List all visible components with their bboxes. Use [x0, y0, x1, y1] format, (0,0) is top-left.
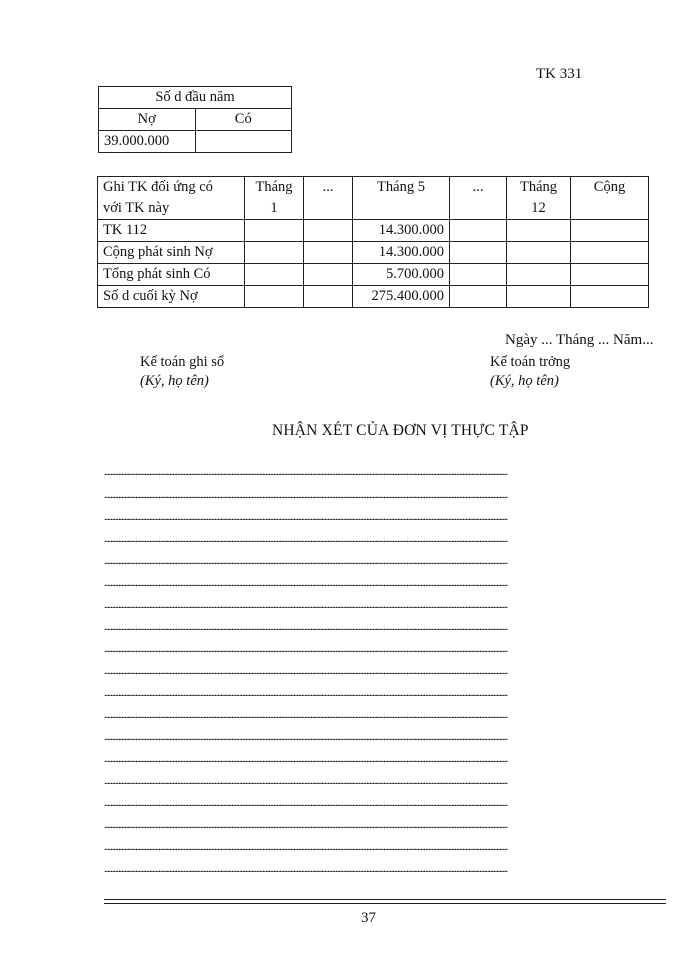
ledger-table: [97, 176, 649, 308]
ledger-header-month1: [245, 177, 304, 220]
dotted-line: ....................................................................................................................................................................................................................................................................: [104, 511, 508, 523]
table-row: [98, 242, 649, 264]
dotted-line: ....................................................................................................................................................................................................................................................................: [104, 775, 508, 787]
dotted-line: ....................................................................................................................................................................................................................................................................: [104, 533, 508, 545]
credit-value: [195, 131, 292, 153]
dotted-line: ....................................................................................................................................................................................................................................................................: [104, 466, 508, 478]
signature-right-note: (Ký, họ tên): [490, 373, 559, 389]
ledger-header-month12: [507, 177, 571, 220]
header-text: 12: [531, 200, 546, 216]
row-month5-value: 275.400.000: [353, 286, 450, 308]
row-month5-value: 14.300.000: [353, 242, 450, 264]
dotted-line: ....................................................................................................................................................................................................................................................................: [104, 753, 508, 765]
opening-balance-header: Số d đầu năm: [99, 87, 292, 109]
ledger-header-total: Cộng: [571, 177, 649, 220]
opening-balance-table: [98, 86, 292, 153]
dotted-line: ....................................................................................................................................................................................................................................................................: [104, 797, 508, 809]
table-row: [98, 286, 649, 308]
dotted-line: ....................................................................................................................................................................................................................................................................: [104, 819, 508, 831]
signature-right-title: Kế toán trởng: [490, 354, 571, 370]
header-text: Tháng: [255, 179, 293, 195]
comments-heading: NHẬN XÉT CỦA ĐƠN VỊ THỰC TẬP: [272, 422, 529, 439]
signature-right: [490, 354, 570, 390]
table-row: [98, 220, 649, 242]
ledger-header-row: [98, 177, 649, 220]
dotted-line: ....................................................................................................................................................................................................................................................................: [104, 863, 508, 875]
dotted-line: ....................................................................................................................................................................................................................................................................: [104, 841, 508, 853]
dotted-line: ....................................................................................................................................................................................................................................................................: [104, 709, 508, 721]
debit-value: 39.000.000: [99, 131, 196, 153]
header-text: Ghi TK đối ứng có: [103, 179, 213, 195]
ledger-header-ellipsis-2: ...: [450, 177, 507, 220]
footer-rule: [104, 899, 666, 900]
row-label: Tổng phát sinh Có: [98, 264, 245, 286]
row-month5-value: 5.700.000: [353, 264, 450, 286]
header-text: 1: [270, 200, 278, 216]
ledger-header-account: [98, 177, 245, 220]
row-month5-value: 14.300.000: [353, 220, 450, 242]
ledger-header-month5: Tháng 5: [353, 177, 450, 220]
dotted-line: ....................................................................................................................................................................................................................................................................: [104, 555, 508, 567]
row-label: Cộng phát sinh Nợ: [98, 242, 245, 264]
footer-rule-thin: [104, 903, 666, 904]
dotted-line: ....................................................................................................................................................................................................................................................................: [104, 599, 508, 611]
dotted-line: ....................................................................................................................................................................................................................................................................: [104, 687, 508, 699]
header-text: Tháng: [519, 179, 558, 195]
dotted-line: ....................................................................................................................................................................................................................................................................: [104, 643, 508, 655]
row-label: TK 112: [98, 220, 245, 242]
dotted-line: ....................................................................................................................................................................................................................................................................: [104, 665, 508, 677]
signature-left-note: (Ký, họ tên): [140, 373, 209, 389]
credit-label: Có: [195, 109, 292, 131]
account-code: TK 331: [536, 66, 583, 82]
signature-left-title: Kế toán ghi sổ: [140, 354, 225, 370]
dotted-line: ....................................................................................................................................................................................................................................................................: [104, 489, 508, 501]
row-label: Số d cuối kỳ Nợ: [98, 286, 245, 308]
dotted-line: ....................................................................................................................................................................................................................................................................: [104, 731, 508, 743]
dotted-line: ....................................................................................................................................................................................................................................................................: [104, 621, 508, 633]
ledger-header-ellipsis-1: ...: [304, 177, 353, 220]
debit-label: Nợ: [99, 109, 196, 131]
header-text: với TK này: [103, 200, 170, 216]
page-number: 37: [361, 910, 376, 926]
date-line: Ngày ... Tháng ... Năm...: [505, 332, 654, 348]
table-row: [98, 264, 649, 286]
dotted-line: ....................................................................................................................................................................................................................................................................: [104, 577, 508, 589]
signature-left: [140, 354, 224, 390]
